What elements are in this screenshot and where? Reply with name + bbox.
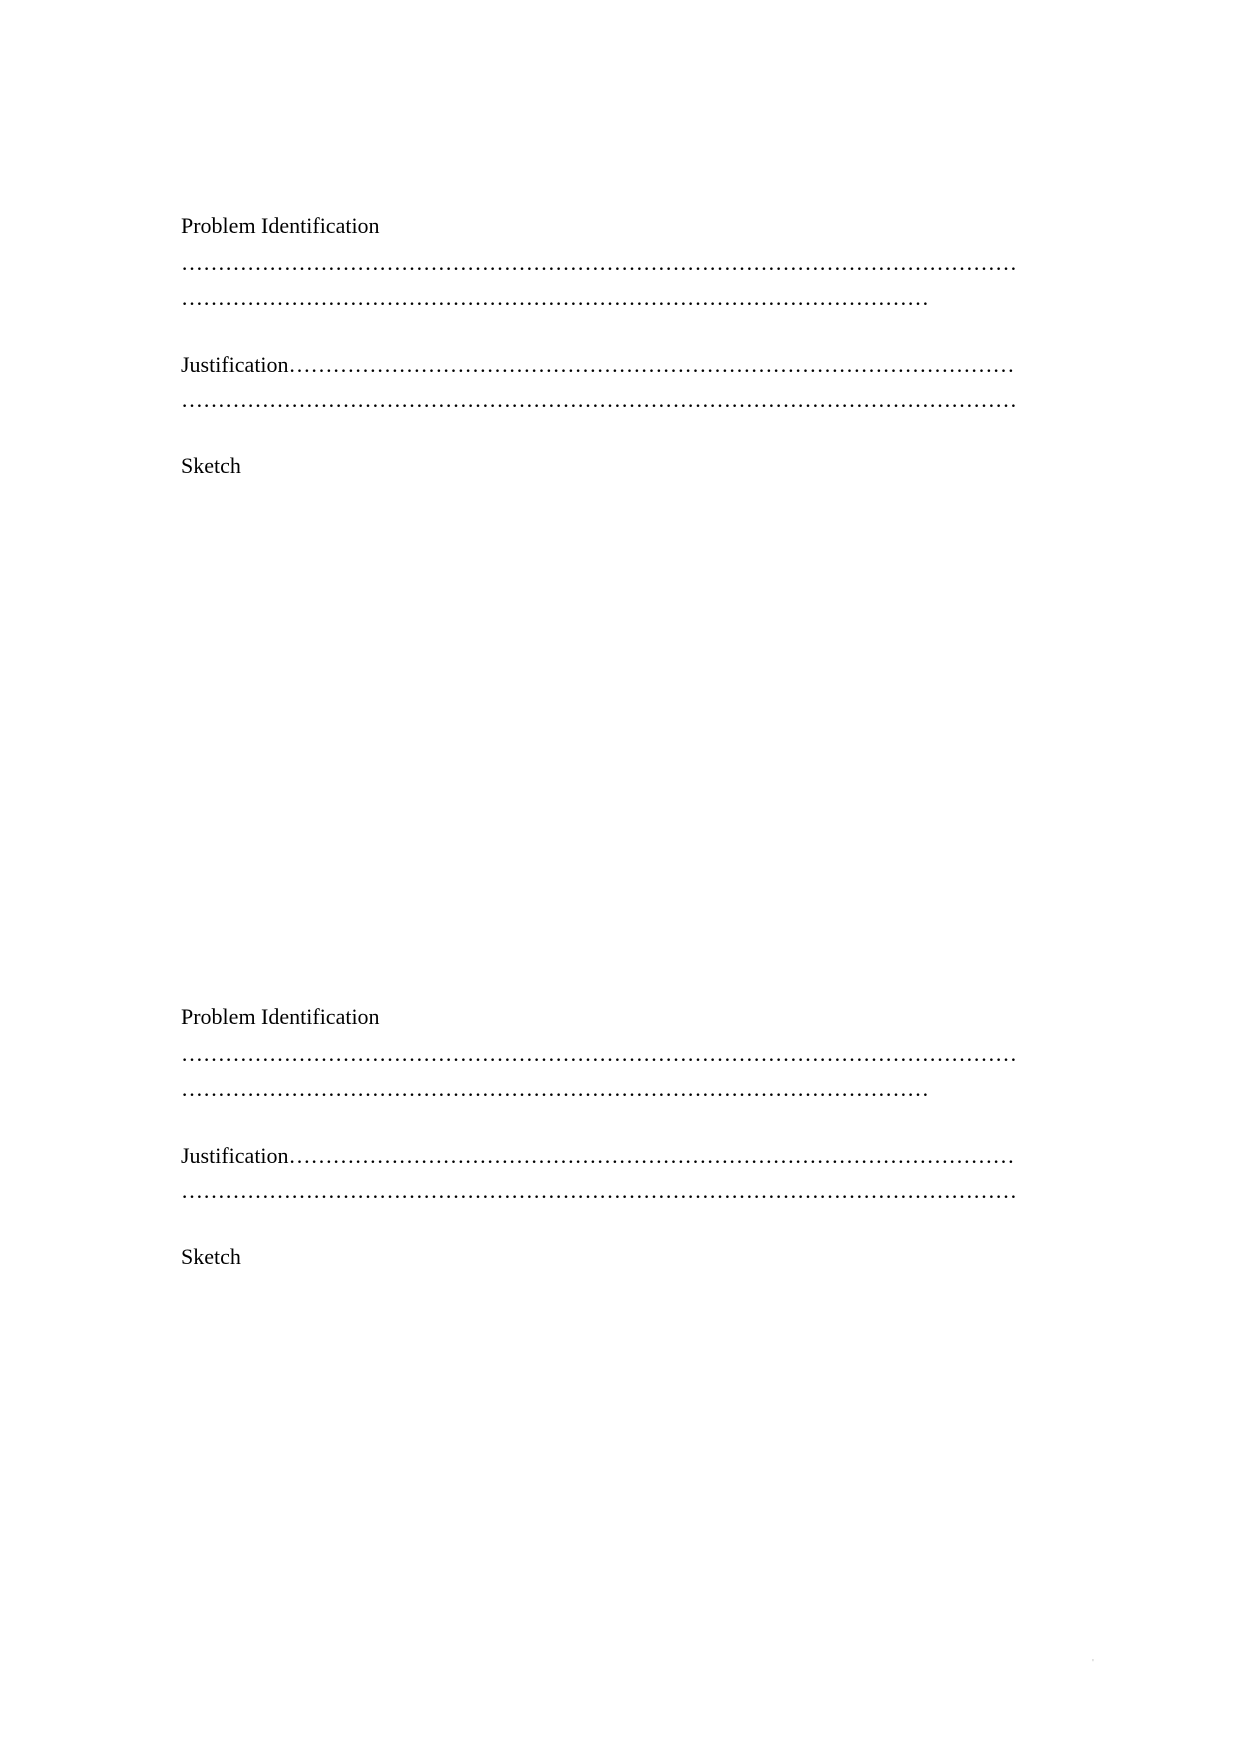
justification-row-1 bbox=[181, 352, 1015, 378]
problem-answer-line-1a[interactable]: …………………………………………………………………………………………………… bbox=[181, 250, 1017, 275]
problem-answer-line-2a[interactable]: …………………………………………………………………………………………………… bbox=[181, 1041, 1017, 1066]
justification-label-1: Justification bbox=[181, 352, 289, 377]
problem-answer-line-2b[interactable]: ………………………………………………………………………………………… bbox=[181, 1076, 929, 1101]
problem-identification-label-1: Problem Identification bbox=[181, 213, 380, 238]
justification-answer-line-1a[interactable]: ……………………………………………………………………………………… bbox=[288, 352, 1015, 377]
page-mark: ' bbox=[1092, 1658, 1094, 1669]
sketch-label-2: Sketch bbox=[181, 1244, 241, 1269]
problem-identification-label-2: Problem Identification bbox=[181, 1004, 380, 1029]
justification-row-2 bbox=[181, 1143, 1015, 1169]
justification-answer-line-1b[interactable]: …………………………………………………………………………………………………… bbox=[181, 387, 1017, 412]
sketch-area-2[interactable] bbox=[181, 1280, 1053, 1640]
sketch-area-1[interactable] bbox=[181, 490, 1053, 970]
problem-answer-line-1b[interactable]: ………………………………………………………………………………………… bbox=[181, 285, 929, 310]
sketch-label-1: Sketch bbox=[181, 453, 241, 478]
justification-label-2: Justification bbox=[181, 1143, 289, 1168]
justification-answer-line-2a[interactable]: ……………………………………………………………………………………… bbox=[288, 1143, 1015, 1168]
justification-answer-line-2b[interactable]: …………………………………………………………………………………………………… bbox=[181, 1178, 1017, 1203]
